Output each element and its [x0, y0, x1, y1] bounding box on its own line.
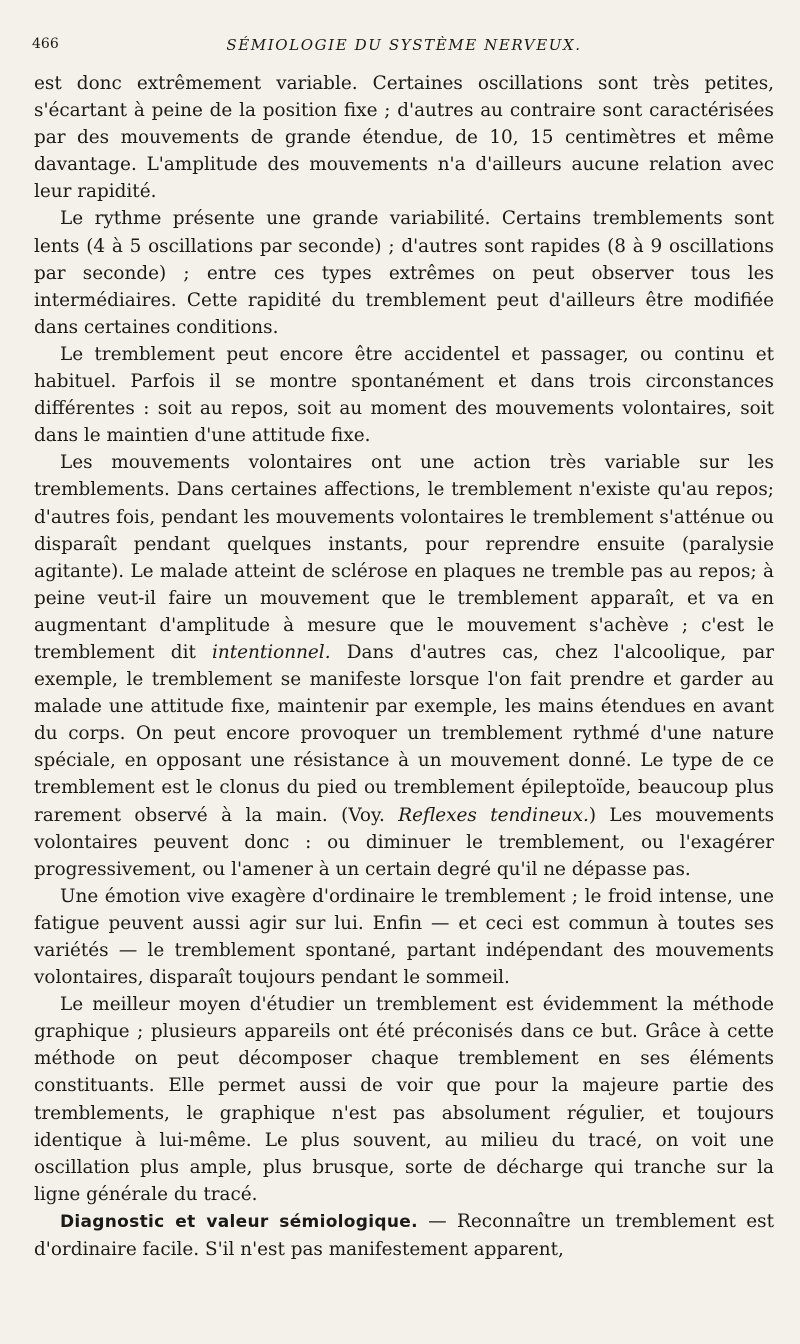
- section-title: Diagnostic et valeur sémiologique.: [60, 1211, 418, 1232]
- paragraph-4-text-c: ) Les mouvements volontaires peuvent donc : ou diminuer le tremblement, ou l'exagérer progressivement, ou l'amener à un certain degré qu'il ne dépasse pas.: [34, 804, 775, 880]
- paragraph-3: Le tremblement peut encore être accidentel et passager, ou continu et habituel. Parfois il se montre spontanément et dans trois circonstances différentes : soit au repos, soit au moment des mouvements volontaires, soit dans le maintien d'une attitude fixe.: [34, 343, 774, 447]
- paragraph-4-text-a: Les mouvements volontaires ont une action très variable sur les tremblements. Dans certaines affections, le tremblement n'existe qu'au repos; d'autres fois, pendant les mouvements volontaires le tremblement s'atténue ou disparaît pendant quelques instants, pour reprendre ensuite (paralysie agitante). Le malade atteint de sclérose en plaques ne tremble pas au repos; à peine veut-il faire un mouvement que le tremblement apparaît, et va en augmentant d'amplitude à mesure que le mouvement s'achève ; c'est le tremblement dit: [34, 452, 774, 663]
- page-number: 466: [32, 36, 59, 52]
- page-header: [34, 28, 774, 60]
- cross-reference-reflexes: Reflexes tendineux.: [398, 804, 589, 826]
- paragraph-5: Une émotion vive exagère d'ordinaire le tremblement ; le froid intense, une fatigue peuvent aussi agir sur lui. Enfin — et ceci est commun à toutes ses variétés — le tremblement spontané, partant indépendant des mouvements volontaires, disparaît toujours pendant le sommeil.: [34, 885, 774, 989]
- paragraph-4: [34, 449, 774, 883]
- paragraph-6: Le meilleur moyen d'étudier un tremblement est évidemment la méthode graphique ; plusieurs appareils ont été préconisés dans ce but. Grâce à cette méthode on peut décomposer chaque tremblement en ses éléments constituants. Elle permet aussi de voir que pour la majeure partie des tremblements, le graphique n'est pas absolument régulier, et toujours identique à lui-même. Le plus souvent, au milieu du tracé, on voit une oscillation plus ample, plus brusque, sorte de décharge qui tranche sur la ligne générale du tracé.: [34, 994, 774, 1205]
- term-intentionnel: intentionnel.: [212, 641, 331, 663]
- body-text: [34, 70, 774, 1263]
- section-diagnostic: [34, 1208, 774, 1263]
- paragraph-2: Le rythme présente une grande variabilité. Certains tremblements sont lents (4 à 5 oscillations par seconde) ; d'autres sont rapides (8 à 9 oscillations par seconde) ; entre ces types extrêmes on peut observer tous les intermédiaires. Cette rapidité du tremblement peut d'ailleurs être modifiée dans certaines conditions.: [34, 208, 774, 338]
- paragraph-1: est donc extrêmement variable. Certaines oscillations sont très petites, s'écartant à peine de la position fixe ; d'autres au contraire sont caractérisées par des mouvements de grande étendue, de 10, 15 centimètres et même davantage. L'amplitude des mouvements n'a d'ailleurs aucune relation avec leur rapidité.: [34, 73, 774, 203]
- paragraph-4-text-b: Dans d'autres cas, chez l'alcoolique, par exemple, le tremblement se manifeste lorsque l'on fait prendre et garder au malade une attitude fixe, maintenir par exemple, les mains étendues en avant du corps. On peut encore provoquer un tremblement rythmé d'une nature spéciale, en opposant une résistance à un mouvement donné. Le type de ce tremblement est le clonus du pied ou tremblement épileptoïde, beaucoup plus rarement observé à la main. (Voy.: [34, 641, 774, 826]
- section-text: — Reconnaître un tremblement est d'ordinaire facile. S'il n'est pas manifestement apparent,: [34, 1210, 774, 1261]
- running-title: SÉMIOLOGIE DU SYSTÈME NERVEUX.: [226, 36, 582, 54]
